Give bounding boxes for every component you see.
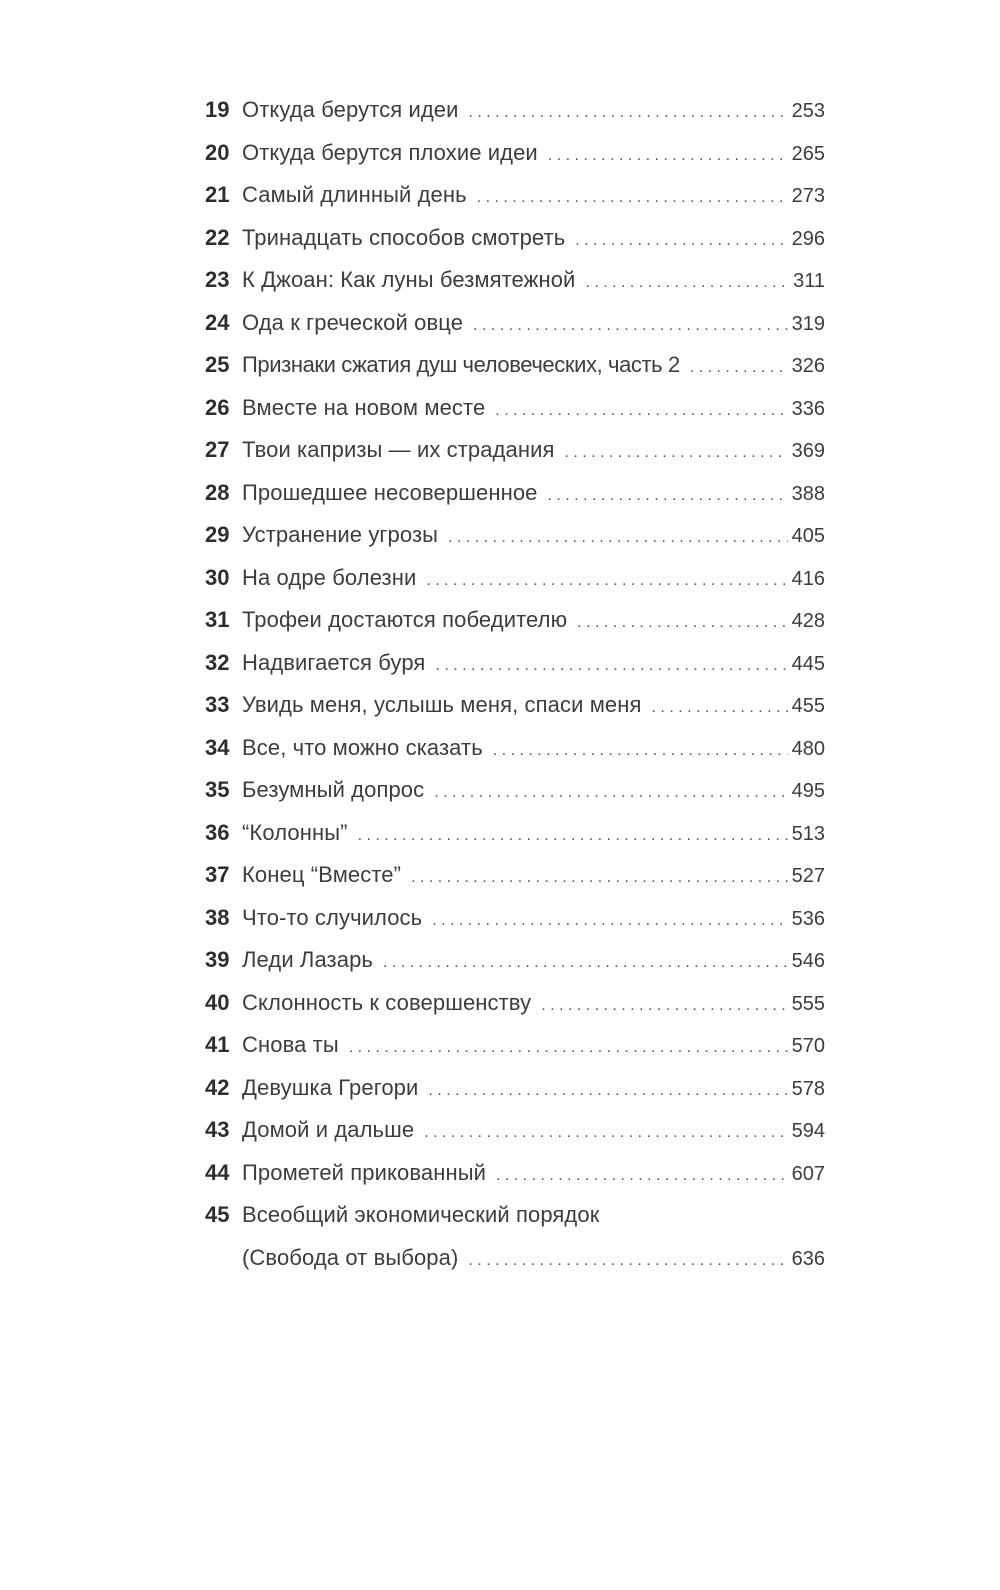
toc-entry-45 [205, 1194, 825, 1237]
page-number: 311 [793, 270, 825, 292]
dot-leader [469, 92, 788, 135]
chapter-title: Откуда берутся плохие идеи [242, 139, 538, 165]
page-number: 405 [791, 525, 825, 547]
toc-entry-30 [205, 557, 825, 600]
toc-entry-23 [205, 259, 825, 302]
chapter-title: Все, что можно сказать [242, 734, 483, 760]
chapter-number: 19 [205, 97, 230, 122]
toc-entry-19 [205, 89, 825, 132]
dot-leader [577, 602, 787, 645]
toc-entry-21 [205, 174, 825, 217]
chapter-title: Прометей прикованный [242, 1159, 486, 1185]
toc-entry-35 [205, 769, 825, 812]
toc-entry-22 [205, 217, 825, 260]
toc-entry-41 [205, 1024, 825, 1067]
page-number: 527 [791, 865, 825, 887]
toc-entry-40 [205, 982, 825, 1025]
chapter-title: Увидь меня, услышь меня, спаси меня [242, 692, 642, 717]
toc-entry-24 [205, 302, 825, 345]
chapter-number: 28 [205, 479, 230, 505]
dot-leader [548, 475, 788, 518]
chapter-title: Склонность к совершенству [242, 989, 532, 1015]
dot-leader [473, 305, 788, 348]
dot-leader [383, 942, 788, 985]
dot-leader [434, 772, 787, 815]
chapter-title: Снова ты [242, 1032, 339, 1057]
chapter-title: Откуда берутся идеи [242, 97, 459, 122]
page-number: 388 [791, 482, 825, 505]
chapter-title: Устранение угрозы [242, 522, 439, 547]
toc-entry-44 [205, 1152, 825, 1195]
chapter-number: 40 [205, 989, 230, 1015]
page-number: 513 [791, 822, 825, 845]
toc-entry-31 [205, 599, 825, 642]
chapter-number: 20 [205, 139, 230, 165]
dot-leader [426, 560, 787, 603]
chapter-number: 36 [205, 819, 230, 845]
dot-leader [565, 432, 788, 475]
chapter-number: 37 [205, 862, 230, 887]
chapter-number: 39 [205, 947, 230, 972]
chapter-number: 34 [205, 734, 230, 760]
chapter-title: Надвигается буря [242, 649, 426, 675]
page-number: 607 [791, 1162, 825, 1185]
chapter-number: 30 [205, 564, 230, 590]
chapter-number: 44 [205, 1159, 230, 1185]
dot-leader [349, 1027, 788, 1070]
chapter-number: 22 [205, 224, 230, 250]
page-number: 555 [791, 992, 825, 1015]
chapter-number: 32 [205, 649, 230, 675]
chapter-title: Леди Лазарь [242, 947, 373, 972]
page-number: 273 [791, 185, 825, 207]
dot-leader [575, 220, 787, 263]
chapter-title: К Джоан: Как луны безмятежной [242, 267, 576, 292]
toc-entry-36 [205, 812, 825, 855]
chapter-title-line-2: (Свобода от выбора) [242, 1244, 459, 1270]
page-number: 536 [791, 907, 825, 930]
chapter-number: 41 [205, 1032, 230, 1057]
chapter-number: 21 [205, 182, 230, 207]
chapter-title: Твои капризы — их страдания [242, 437, 555, 462]
page-number: 319 [791, 312, 825, 335]
dot-leader [477, 177, 788, 220]
dot-leader [548, 135, 788, 178]
page-number: 445 [791, 652, 825, 675]
toc-entry-33 [205, 684, 825, 727]
dot-leader [411, 857, 788, 900]
dot-leader [435, 645, 787, 688]
dot-leader [495, 390, 787, 433]
page-number: 578 [791, 1077, 825, 1100]
chapter-number: 24 [205, 309, 230, 335]
toc-entry-42 [205, 1067, 825, 1110]
chapter-title: Самый длинный день [242, 182, 467, 207]
page-number: 570 [791, 1035, 825, 1057]
toc-entry-32 [205, 642, 825, 685]
table-of-contents [205, 89, 825, 1279]
chapter-title: Признаки сжатия душ человеческих, часть 2 [242, 352, 680, 377]
chapter-title-line-1: Всеобщий экономический порядок [242, 1202, 600, 1227]
page-number: 428 [791, 610, 825, 632]
chapter-title: Трофеи достаются победителю [242, 607, 568, 632]
chapter-number: 42 [205, 1074, 230, 1100]
chapter-title: Конец “Вместе” [242, 862, 402, 887]
dot-leader [496, 1155, 788, 1198]
chapter-number: 31 [205, 607, 230, 632]
page-number: 265 [791, 142, 825, 165]
dot-leader [690, 347, 788, 390]
chapter-number: 43 [205, 1117, 230, 1142]
page-number: 594 [791, 1120, 825, 1142]
page-number: 416 [791, 567, 825, 590]
toc-entry-38 [205, 897, 825, 940]
chapter-title: На одре болезни [242, 564, 417, 590]
dot-leader [424, 1112, 787, 1155]
toc-entry-39 [205, 939, 825, 982]
chapter-title: Домой и дальше [242, 1117, 415, 1142]
page-number: 495 [791, 780, 825, 802]
chapter-number: 25 [205, 352, 230, 377]
toc-entry-29 [205, 514, 825, 557]
toc-entry-34 [205, 727, 825, 770]
chapter-title: Что-то случилось [242, 904, 423, 930]
dot-leader [541, 985, 787, 1028]
chapter-title: Тринадцать способов смотреть [242, 224, 566, 250]
chapter-number: 23 [205, 267, 230, 292]
page-number: 480 [791, 737, 825, 760]
chapter-number: 33 [205, 692, 230, 717]
dot-leader [585, 262, 789, 305]
chapter-number: 35 [205, 777, 230, 802]
dot-leader [468, 1240, 787, 1283]
dot-leader [428, 1070, 787, 1113]
chapter-number: 29 [205, 522, 230, 547]
page-number: 546 [791, 950, 825, 972]
toc-entry-26 [205, 387, 825, 430]
chapter-title: “Колонны” [242, 819, 348, 845]
chapter-title: Безумный допрос [242, 777, 425, 802]
page-number: 326 [791, 355, 825, 377]
chapter-number: 26 [205, 394, 230, 420]
page-number: 253 [791, 100, 825, 122]
chapter-number: 45 [205, 1202, 230, 1227]
toc-entry-45-continued [205, 1237, 825, 1280]
page-number: 455 [791, 695, 825, 717]
chapter-number: 27 [205, 437, 230, 462]
dot-leader [432, 900, 787, 943]
toc-entry-20 [205, 132, 825, 175]
toc-entry-28 [205, 472, 825, 515]
toc-entry-43 [205, 1109, 825, 1152]
chapter-title: Ода к греческой овце [242, 309, 464, 335]
page-number: 336 [791, 397, 825, 420]
page-number: 369 [791, 440, 825, 462]
dot-leader [493, 730, 788, 773]
toc-entry-37 [205, 854, 825, 897]
dot-leader [358, 815, 788, 858]
page-number: 636 [791, 1247, 825, 1270]
page-number: 296 [791, 227, 825, 250]
toc-entry-25 [205, 344, 825, 387]
chapter-title: Прошедшее несовершенное [242, 479, 538, 505]
chapter-number: 38 [205, 904, 230, 930]
dot-leader [652, 687, 788, 730]
chapter-title: Вместе на новом месте [242, 394, 486, 420]
toc-entry-27 [205, 429, 825, 472]
dot-leader [448, 517, 788, 560]
chapter-title: Девушка Грегори [242, 1074, 419, 1100]
